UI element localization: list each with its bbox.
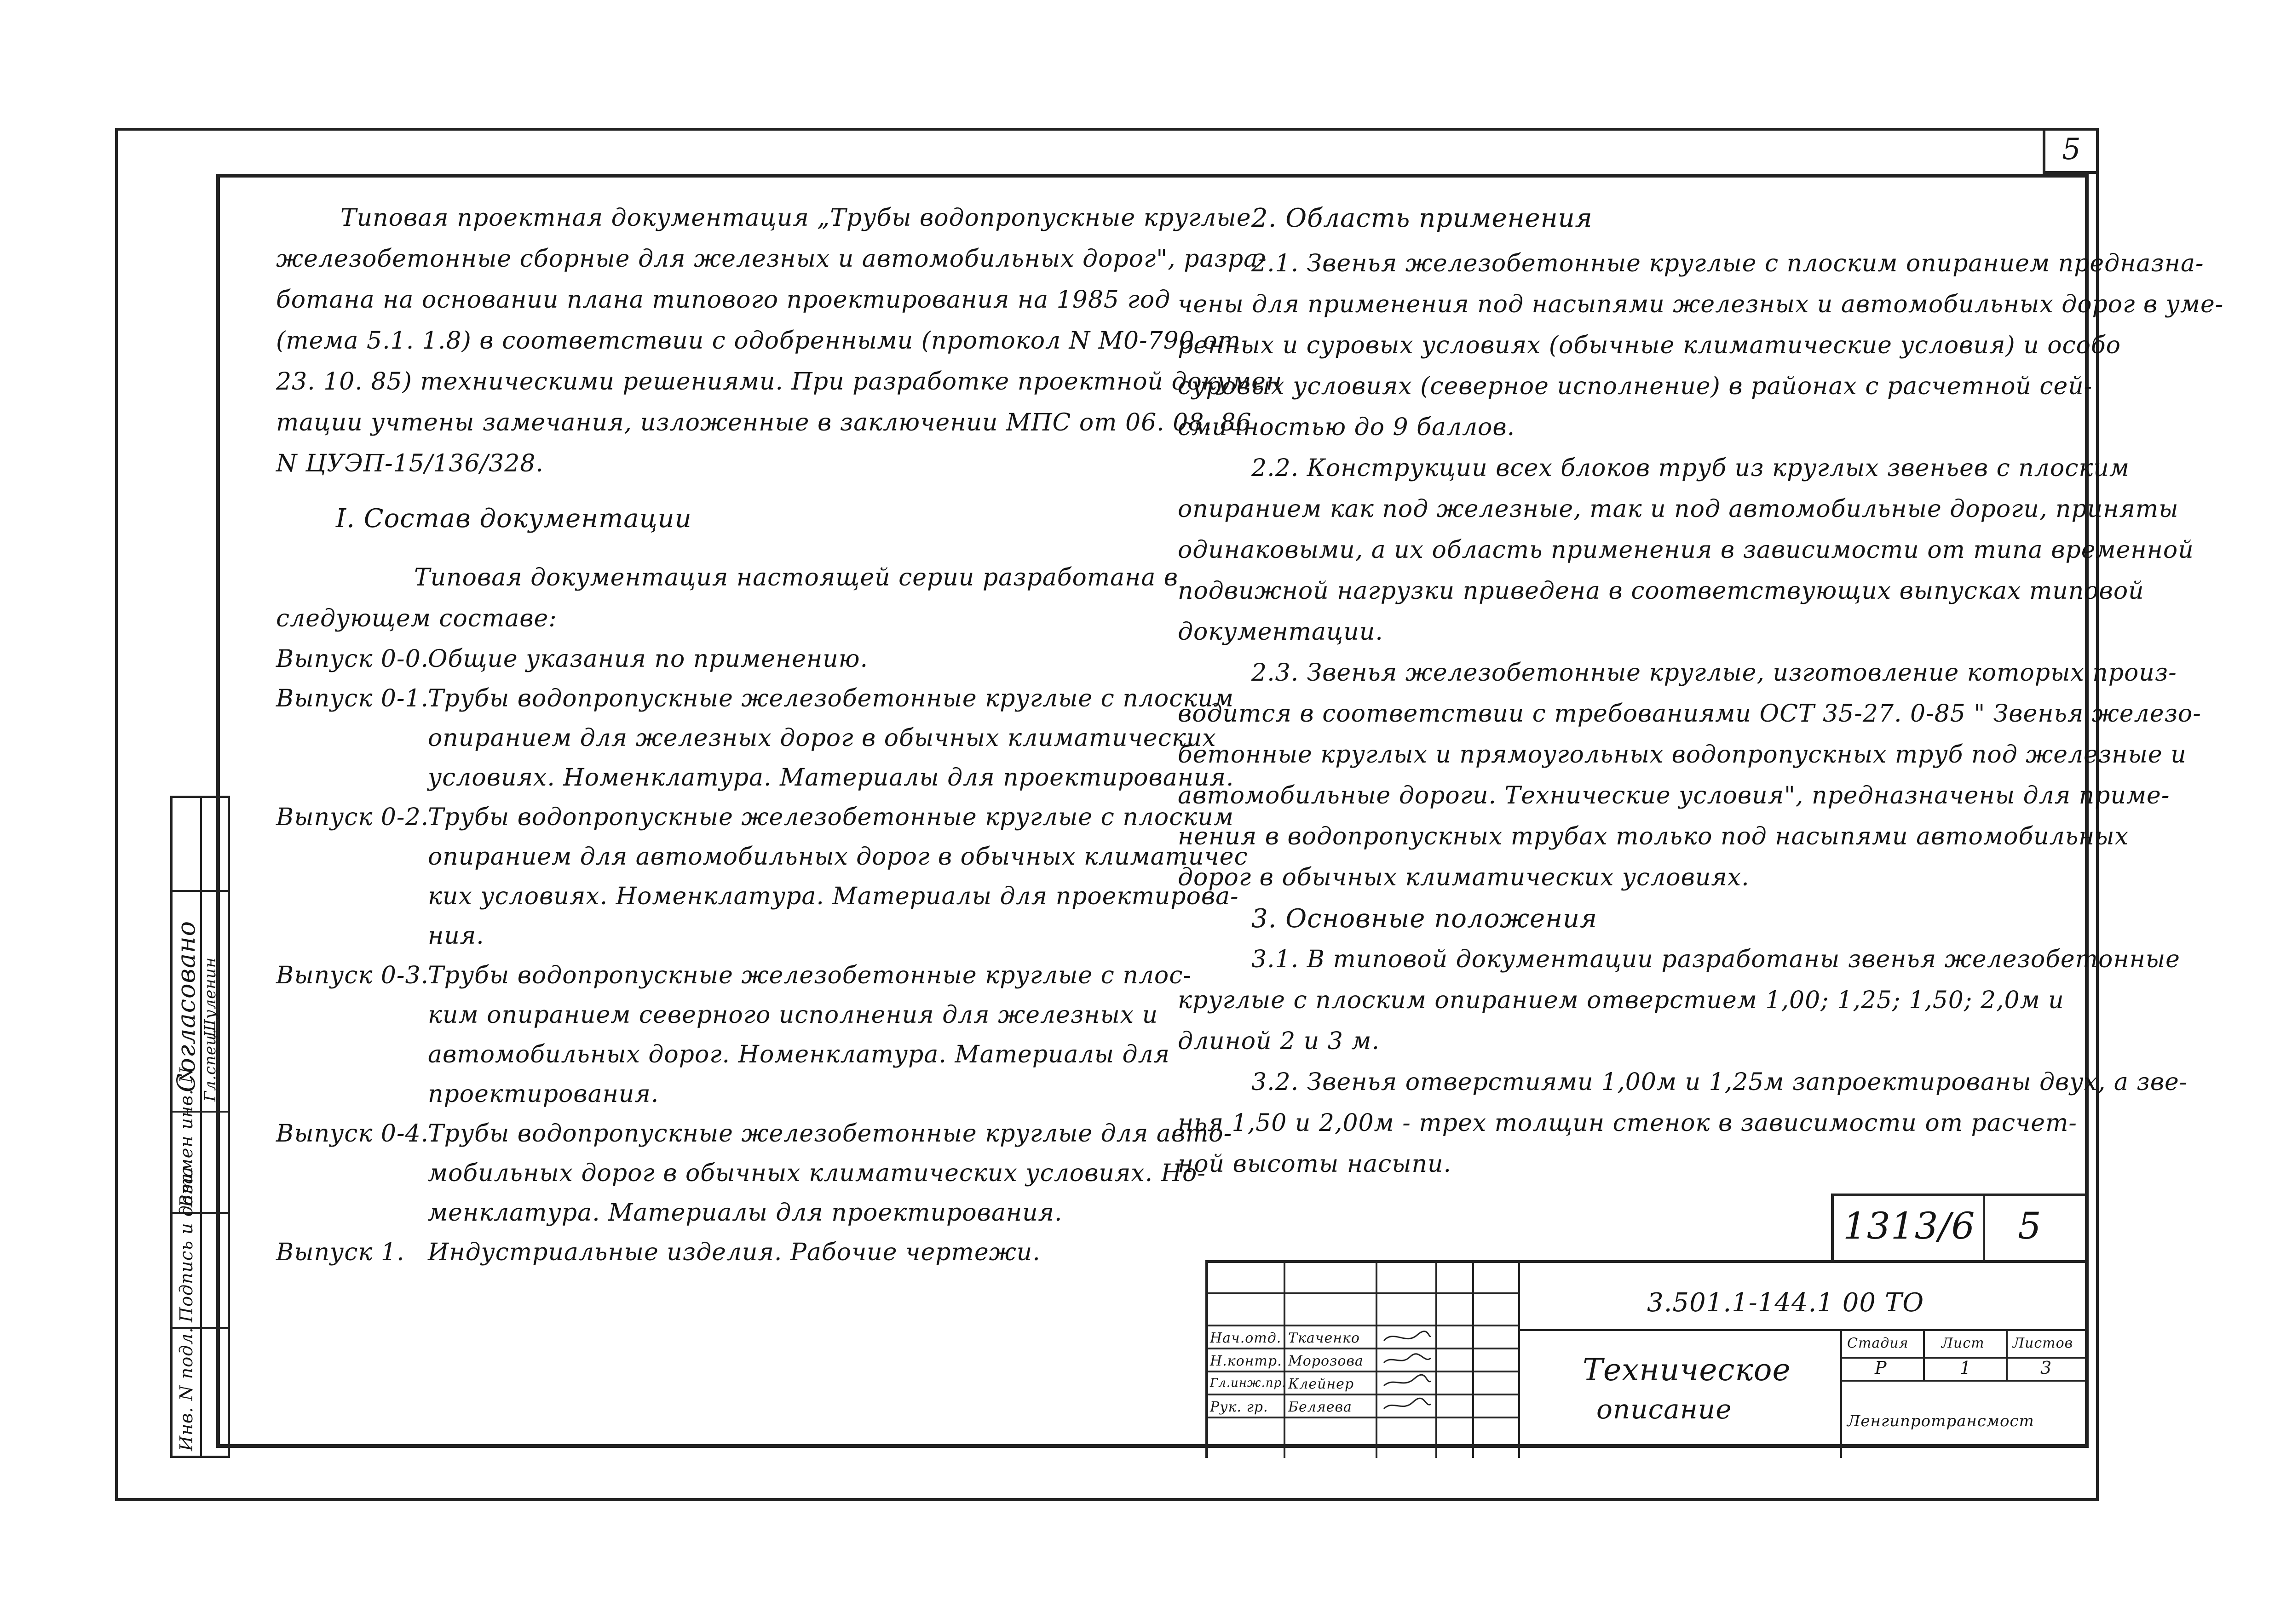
section1-intro-line: следующем составе: [276,605,557,632]
issue-line: Трубы водопропускные железобетонные круглые с плоским [428,685,1234,712]
role-name: Морозова [1288,1353,1364,1369]
issue-line: условиях. Номенклатура. Материалы для проектирования. [428,764,1234,792]
strip-divider [200,798,202,1456]
issues-list [276,639,1248,1272]
text-line: опиранием как под железные, так и под автомобильные дороги, приняты [1178,495,2179,523]
doc-title-line1: Техническое [1583,1352,1791,1388]
stamp-line [1205,1371,1518,1372]
intro-line: железобетонные сборные для железных и автомобильных дорог", разра- [276,245,1267,273]
section1-title: I. Состав документации [336,504,692,534]
text-line: длиной 2 и 3 м. [1178,1027,1380,1055]
text-line: 2.2. Конструкции всех блоков труб из круглых звеньев с плоским [1251,454,2130,482]
stamp-line [1518,1329,2089,1331]
issue-label: Выпуск 0-0. [276,645,429,673]
stamp-line [1205,1348,1518,1349]
sheets-value: 3 [2040,1358,2052,1378]
intro-line: тации учтены замечания, изложенные в заключении МПС от 06. 08. 86 [276,409,1252,436]
stage-value: Р [1875,1358,1887,1378]
issue-line: мобильных дорог в обычных климатических условиях. Но- [428,1159,1206,1187]
issue-item [276,1233,1132,1272]
paragraph-2-3 [1178,653,2201,898]
stamp-line [2006,1329,2008,1380]
stamp-line [1205,1325,1518,1326]
text-line: чены для применения под насыпями железных и автомобильных дорог в уме- [1178,291,2224,318]
stamp-line [1205,1292,1518,1294]
stamp-line [1518,1260,1520,1458]
sheets-label: Листов [2013,1335,2073,1351]
section3-title: 3. Основные положения [1251,904,1598,934]
signatures-icon [1380,1327,1433,1417]
text-line: 2.1. Звенья железобетонные круглые с плоским опиранием предназна- [1251,250,2204,277]
issue-label: Выпуск 0-4. [276,1120,429,1148]
text-line: одинаковыми, а их область применения в зависимости от типа временной [1178,536,2194,564]
text-line: водится в соответствии с требованиями ОСТ 35-27. 0-85 " Звенья железо- [1178,700,2201,728]
sheet-label: Лист [1941,1335,1985,1351]
issue-line: опиранием для автомобильных дорог в обычных климатичес [428,843,1248,871]
album-code: 1313/6 [1843,1205,1975,1247]
paragraph-3-2 [1178,1062,2188,1185]
issue-line: Общие указания по применению. [428,645,869,673]
section2-title: 2. Область применения [1251,203,1593,233]
text-line: 3.1. В типовой документации разработаны звенья железобетонные [1251,946,2180,973]
agreed-label: Согласовано [172,920,201,1092]
sheet-value: 1 [1960,1358,1972,1378]
stamp-line [1840,1329,1842,1458]
title-block [1205,1260,2089,1458]
intro-line: ботана на основании плана типового проектирования на 1985 год [276,286,1171,314]
sheet-number-top: 5 [2043,128,2098,174]
issue-line: проектирования. [428,1080,659,1108]
stamp-line [1840,1380,2089,1382]
stamp-line [1205,1394,1518,1395]
issue-line: опиранием для железных дорог в обычных климатических [428,724,1216,752]
role-name: Клейнер [1288,1376,1354,1392]
issue-line: ния. [428,922,484,950]
intro-line: (тема 5.1. 1.8) в соответствии с одобренными (протокол N М0-790 от [276,327,1241,355]
text-line: нения в водопропускных трубах только под насыпями автомобильных [1178,823,2129,850]
engineer-label: Гл.спец. [201,1028,219,1102]
stamp-line [1376,1260,1377,1458]
text-line: 2.3. Звенья железобетонные круглые, изготовление которых произ- [1251,659,2177,687]
approval-strip [170,796,230,1458]
text-line: круглые с плоским опиранием отверстием 1,00; 1,25; 1,50; 2,0м и [1178,987,2064,1014]
stamp-line [1284,1260,1285,1458]
stamp-line [1472,1260,1474,1458]
role-label: Гл.инж.пр. [1210,1376,1286,1390]
role-name: Беляева [1288,1399,1352,1415]
text-line: суровых условиях (северное исполнение) в районах с расчетной сей- [1178,373,2093,400]
text-line: ной высоты насыпи. [1178,1150,1452,1178]
issue-line: менклатура. Материалы для проектирования. [428,1199,1063,1227]
issue-label: Выпуск 0-2. [276,803,429,831]
intro-line: N ЦУЭП-15/136/328. [276,450,544,477]
signature-date-label: Подпись и дата [176,1166,196,1322]
text-line: бетонные круглых и прямоугольных водопропускных труб под железные и [1178,741,2187,769]
issue-item [276,956,1192,1114]
role-label: Нач.отд. [1210,1330,1282,1346]
text-line: дорог в обычных климатических условиях. [1178,864,1750,891]
text-line: документации. [1178,618,1383,646]
paragraph-3-1 [1178,939,2180,1062]
engineer-name: Шуленин [201,957,219,1037]
role-label: Н.контр. [1210,1353,1282,1369]
text-line: смичностью до 9 баллов. [1178,413,1515,441]
doc-title-line2: описание [1596,1394,1732,1425]
issue-item [276,639,1132,679]
section1-intro-line: Типовая документация настоящей серии разработана в [414,564,1179,591]
album-code-box [1831,1194,2089,1260]
replacement-inventory-label: Взамен инв. N [176,1067,196,1207]
paragraph-2-1 [1178,243,2224,448]
paragraph-2-2 [1178,448,2194,653]
code-divider [1983,1196,1985,1263]
text-line: 3.2. Звенья отверстиями 1,00м и 1,25м запроектированы двух, а зве- [1251,1068,2188,1096]
issue-line: ким опиранием северного исполнения для железных и [428,1001,1158,1029]
text-line: ренных и суровых условиях (обычные климатические условия) и особо [1178,332,2121,359]
issue-label: Выпуск 0-1. [276,685,429,712]
doc-code: 3.501.1-144.1 00 ТО [1647,1288,1924,1318]
issue-item [276,1114,1232,1233]
issue-label: Выпуск 0-3. [276,962,429,989]
intro-line: Типовая проектная документация „Трубы водопропускные круглые [340,204,1251,232]
album-page: 5 [2018,1205,2042,1247]
issue-line: Трубы водопропускные железобетонные круглые с плос- [428,962,1192,989]
stamp-line [1435,1260,1437,1458]
issue-item [276,798,1248,956]
text-line: нья 1,50 и 2,00м - трех толщин стенок в зависимости от расчет- [1178,1109,2077,1137]
intro-line: 23. 10. 85) техническими решениями. При разработке проектной докумен [276,368,1283,396]
issue-line: Индустриальные изделия. Рабочие чертежи. [428,1239,1041,1266]
stamp-line [1205,1417,1518,1418]
intro-paragraph [285,198,1251,239]
issue-line: ких условиях. Номенклатура. Материалы для проектирова- [428,883,1239,910]
stamp-line [1923,1329,1925,1380]
issue-item [276,679,1234,798]
issue-line: автомобильных дорог. Номенклатура. Материалы для [428,1041,1170,1068]
role-label: Рук. гр. [1210,1399,1268,1415]
issue-line: Трубы водопропускные железобетонные круглые для авто- [428,1120,1232,1148]
issue-line: Трубы водопропускные железобетонные круглые с плоским [428,803,1234,831]
role-name: Ткаченко [1288,1330,1360,1346]
organization: Ленгипротрансмост [1847,1412,2034,1430]
stage-label: Стадия [1847,1335,1909,1351]
right-column [1178,198,2224,1185]
text-line: автомобильные дороги. Технические условия", предназначены для приме- [1178,782,2170,809]
text-line: подвижной нагрузки приведена в соответствующих выпусках типовой [1178,577,2144,605]
issue-label: Выпуск 1. [276,1239,405,1266]
inventory-label: Инв. N подл. [176,1327,196,1451]
